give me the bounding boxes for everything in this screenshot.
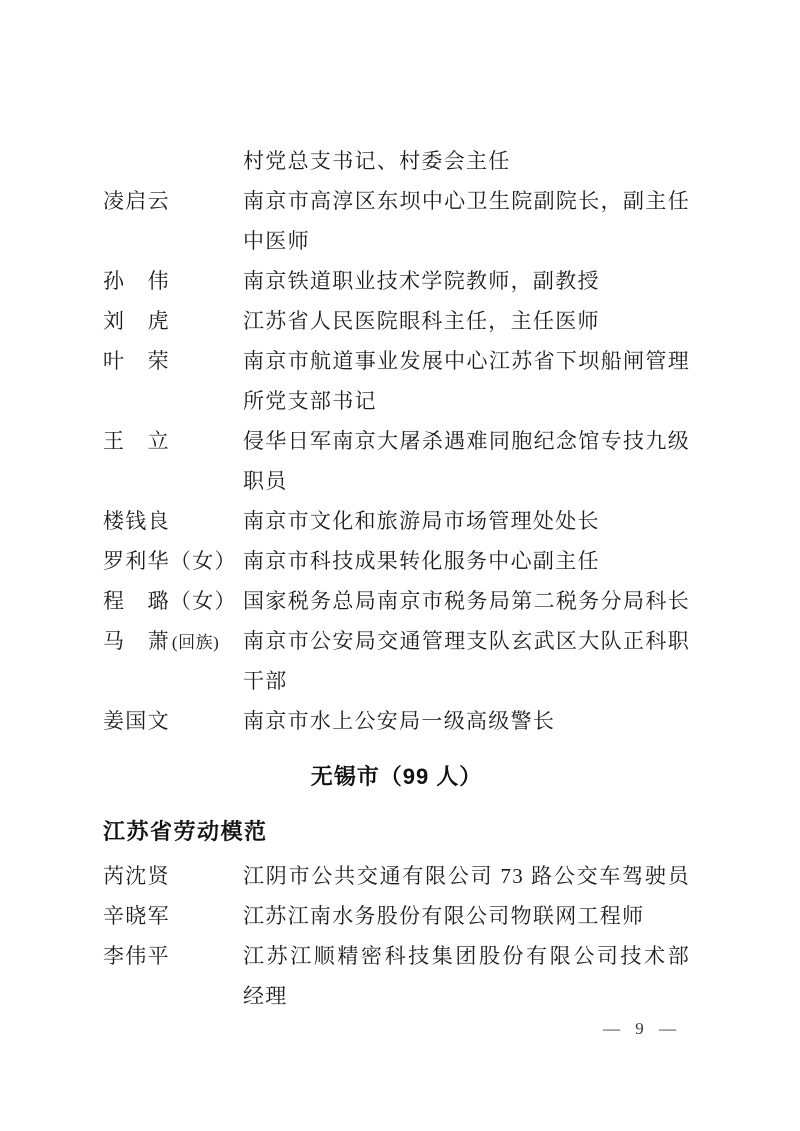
person-title-line: 南京市科技成果转化服务中心副主任 [243,549,600,573]
honoree-row [103,896,690,936]
honoree-row [103,936,690,1016]
person-title-line: 所党支部书记 [243,389,377,413]
document-content [103,141,690,1016]
person-title [243,896,690,936]
honoree-row [103,541,690,581]
honoree-row [103,301,690,341]
honoree-row [103,141,690,181]
honoree-row [103,421,690,501]
person-title [243,341,690,421]
person-name: 孙 伟 [103,269,170,293]
person-title [243,581,690,621]
person-title-line: 南京市高淳区东坝中心卫生院副院长，副主任 [243,189,690,213]
person-name: 辛晓军 [103,904,170,928]
page-number: — 9 — [603,1019,677,1038]
person-title [243,541,690,581]
person-title-line: 南京市文化和旅游局市场管理处处长 [243,509,600,533]
person-name: 李伟平 [103,944,170,968]
person-name: 楼钱良 [103,509,170,533]
person-title [243,141,690,181]
person-name: 程 璐（女） [103,589,237,613]
person-name: 芮沈贤 [103,864,170,888]
award-category-heading: 江苏省劳动模范 [103,819,268,844]
honoree-row [103,701,690,741]
honoree-row [103,501,690,541]
person-title-line: 江苏江顺精密科技集团股份有限公司技术部 [243,944,690,968]
person-title-line: 南京市水上公安局一级高级警长 [243,709,556,733]
honoree-row [103,621,690,701]
person-name: 姜国文 [103,709,170,733]
person-title [243,421,690,501]
person-title [243,701,690,741]
person-title-line: 中医师 [243,229,310,253]
honoree-row [103,261,690,301]
person-title-line: 职员 [243,469,288,493]
city-section-heading: 无锡市（99 人） [310,764,483,789]
person-title-line: 侵华日军南京大屠杀遇难同胞纪念馆专技九级 [243,429,690,453]
person-title-line: 南京铁道职业技术学院教师，副教授 [243,269,600,293]
person-title-line: 南京市航道事业发展中心江苏省下坝船闸管理 [243,349,690,373]
person-name: 马 萧 (回族) [103,629,220,653]
honoree-row [103,181,690,261]
honoree-row [103,341,690,421]
person-title-line: 南京市公安局交通管理支队玄武区大队正科职 [243,629,690,653]
person-title-line: 国家税务总局南京市税务局第二税务分局科长 [243,589,690,613]
person-title-line: 经理 [243,984,288,1008]
person-title-line: 江苏江南水务股份有限公司物联网工程师 [243,904,645,928]
person-title [243,936,690,1016]
person-title [243,856,690,896]
honoree-row [103,856,690,896]
person-name: 刘 虎 [103,309,170,333]
ethnicity-note: (回族) [171,633,220,652]
person-title [243,621,690,701]
person-title-line: 江阴市公共交通有限公司 73 路公交车驾驶员 [243,864,690,888]
person-title-line: 江苏省人民医院眼科主任，主任医师 [243,309,600,333]
person-name: 王 立 [103,429,170,453]
person-title [243,261,690,301]
person-name: 罗利华（女） [103,549,237,573]
person-title-line: 村党总支书记、村委会主任 [243,149,511,173]
person-name: 凌启云 [103,189,170,213]
nanjing-honoree-list [103,141,690,741]
honoree-row [103,581,690,621]
person-title [243,181,690,261]
person-title [243,501,690,541]
person-title [243,301,690,341]
person-name: 叶 荣 [103,349,170,373]
wuxi-honoree-list [103,856,690,1016]
person-title-line: 干部 [243,669,288,693]
